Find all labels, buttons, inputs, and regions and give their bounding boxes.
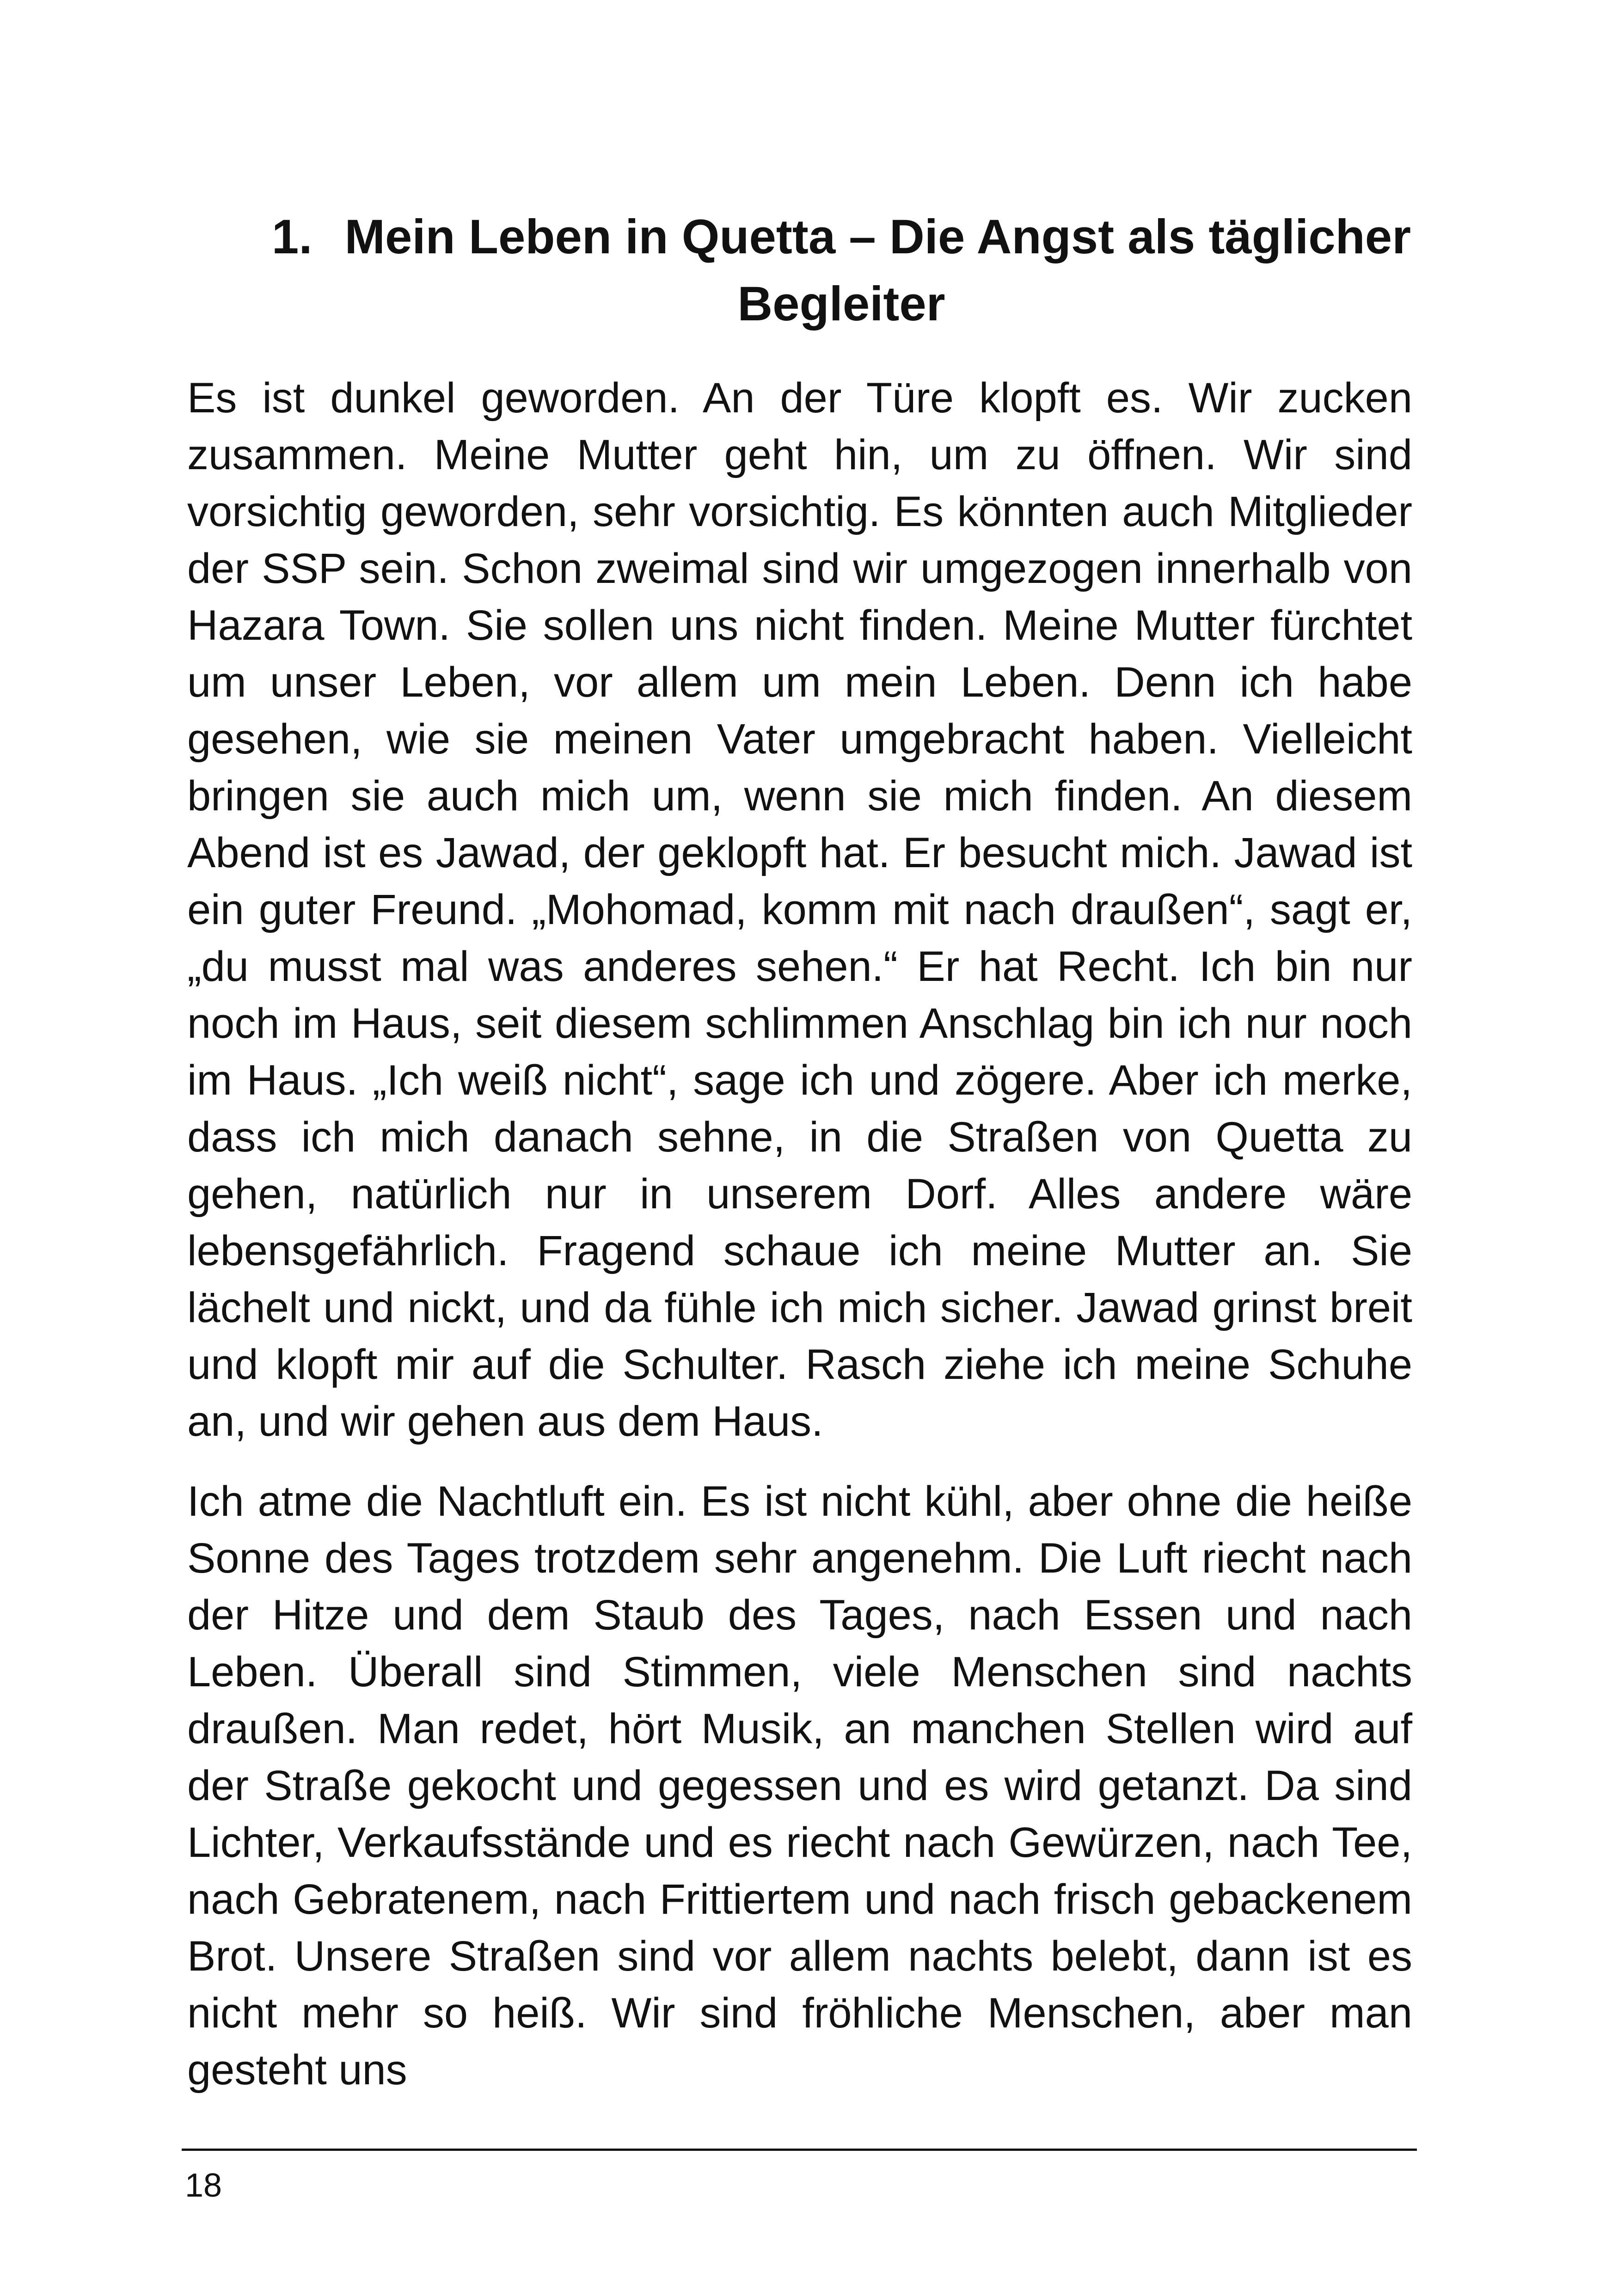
chapter-title: Mein Leben in Quetta – Die Angst als täglicher Begleiter: [344, 210, 1411, 331]
chapter-number: 1.: [271, 210, 313, 264]
page-number: 18: [185, 2167, 222, 2204]
paragraph-2: Ich atme die Nachtluft ein. Es ist nicht kühl, aber ohne die heiße Sonne des Tages trotzdem sehr angenehm. Die Luft riecht nach der Hitze und dem Staub des Tages, nach Essen und nach Leben. Überall sind Stimmen, viele Menschen sind nachts draußen. Man redet, hört Musik, an manchen Stellen wird auf der Straße gekocht und gegessen und es wird getanzt. Da sind Lichter, Verkaufsstände und es riecht nach Gewürzen, nach Tee, nach Gebratenem, nach Frittiertem und nach frisch gebackenem Brot. Unsere Straßen sind vor allem nachts belebt, dann ist es nicht mehr so heiß. Wir sind fröhliche Menschen, aber man gesteht uns: [187, 1478, 1412, 2094]
chapter-heading: [259, 203, 1424, 337]
footer-rule: [182, 2149, 1417, 2151]
body-text: [187, 370, 1412, 2099]
paragraph-1: Es ist dunkel geworden. An der Türe klopft es. Wir zucken zusammen. Meine Mutter geht hin, um zu öffnen. Wir sind vorsichtig geworden, sehr vorsichtig. Es könnten auch Mitglieder der SSP sein. Schon zweimal sind wir umgezogen innerhalb von Hazara Town. Sie sollen uns nicht finden. Meine Mutter fürchtet um unser Leben, vor allem um mein Leben. Denn ich habe gesehen, wie sie meinen Vater umgebracht haben. Vielleicht bringen sie auch mich um, wenn sie mich finden. An diesem Abend ist es Jawad, der geklopft hat. Er besucht mich. Jawad ist ein guter Freund. „Mohomad, komm mit nach draußen“, sagt er, „du musst mal was anderes sehen.“ Er hat Recht. Ich bin nur noch im Haus, seit diesem schlimmen Anschlag bin ich nur noch im Haus. „Ich weiß nicht“, sage ich und zögere. Aber ich merke, dass ich mich danach sehne, in die Straßen von Quetta zu gehen, natürlich nur in unserem Dorf. Alles andere wäre lebensgefährlich. Fragend schaue ich meine Mutter an. Sie lächelt und nickt, und da fühle ich mich sicher. Jawad grinst breit und klopft mir auf die Schulter. Rasch ziehe ich meine Schuhe an, und wir gehen aus dem Haus.: [187, 374, 1412, 1445]
